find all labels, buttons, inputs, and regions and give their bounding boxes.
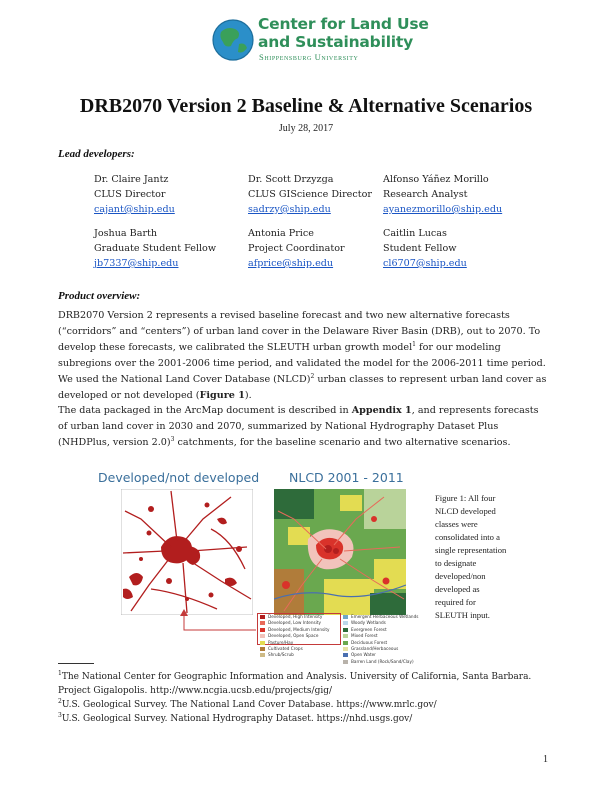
nlcd-map-image xyxy=(274,489,406,615)
legend-label: Developed, Low Intensity xyxy=(268,620,321,626)
legend-item xyxy=(343,633,378,638)
developer-card xyxy=(383,226,467,271)
map2-title: NLCD 2001 - 2011 xyxy=(289,470,404,485)
legend-label: Evergreen Forest xyxy=(351,626,387,632)
map-legend xyxy=(255,614,425,666)
logo-text-line2: and Sustainability xyxy=(258,33,414,51)
legend-label: Deciduous Forest xyxy=(351,639,388,645)
developer-email-link[interactable]: afprice@ship.edu xyxy=(248,258,334,269)
map1-title: Developed/not developed xyxy=(98,470,260,485)
overview-paragraph-2: The data packaged in the ArcMap document is described in Appendix 1, and represents forecasts of urban land cover in 2030 and 2070, summarized by National Hydrography Dataset Plus (NHDPlus, version 2.0)$^3$ catchments, for the baseline scenario and two alternative scenarios. xyxy=(58,405,539,448)
legend-label: Grassland/Herbaceous xyxy=(351,646,399,651)
legend-item xyxy=(343,620,386,625)
page-number: 1 xyxy=(543,754,548,765)
legend-item xyxy=(260,640,293,645)
lead-developers-heading: Lead developers: xyxy=(58,148,135,160)
developer-email-link[interactable]: cajant@ship.edu xyxy=(94,204,175,215)
legend-label: Developed, Open Space xyxy=(268,633,319,639)
document-date: July 28, 2017 xyxy=(278,123,334,134)
legend-item xyxy=(260,614,322,619)
legend-item xyxy=(260,627,329,632)
legend-swatch xyxy=(343,647,348,651)
footnote-continued: Project Gigalopolis. http://www.ncgia.ucsb.edu/projects/gig/ xyxy=(58,686,333,696)
legend-swatch xyxy=(343,621,348,625)
legend-label: Developed, High Intensity xyxy=(268,614,323,619)
legend-swatch xyxy=(260,615,265,619)
developer-role: Project Coordinator xyxy=(248,243,345,254)
developer-name: Dr. Claire Jantz xyxy=(94,174,169,185)
legend-swatch xyxy=(343,641,348,645)
developer-card xyxy=(248,226,345,271)
developer-role: Research Analyst xyxy=(383,189,468,200)
developer-email-link[interactable]: jb7337@ship.edu xyxy=(94,258,179,269)
legend-item xyxy=(343,659,414,664)
developer-card xyxy=(248,172,372,217)
overview-paragraph-1: DRB2070 Version 2 represents a revised baseline forecast and two new alternative forecasts (“corridors” and “centers”) of urban land cover in the Delaware River Basin (DRB), out to 2070. To develop these forecasts, we calibrated the SLEUTH urban growth model$^1$ for our modeling subregions over the 2001-2006 time period, and validated the model for the 2006-2011 time period. We used the National Land Cover Database (NLCD)$^2$ urban classes to represent urban land cover as developed or not developed (Figure 1). xyxy=(58,310,547,401)
developer-email-link[interactable]: ayanezmorillo@ship.edu xyxy=(383,204,503,215)
legend-label: Mixed Forest xyxy=(351,633,378,639)
legend-label: Emergent Herbaceous Wetlands xyxy=(351,614,419,619)
legend-swatch xyxy=(260,634,265,638)
legend-item xyxy=(260,646,303,651)
developer-role: CLUS Director xyxy=(94,189,166,200)
legend-swatch xyxy=(343,660,348,664)
developer-role: Graduate Student Fellow xyxy=(94,243,217,254)
developer-card xyxy=(94,226,216,271)
footnote: $^1$The National Center for Geographic Information and Analysis. University of California, Santa Barbara. xyxy=(58,670,532,682)
legend-item xyxy=(343,652,376,657)
developer-email-link[interactable]: sadrzy@ship.edu xyxy=(248,204,331,215)
legend-swatch xyxy=(260,621,265,625)
legend-swatch xyxy=(260,653,265,657)
legend-label: Pasture/Hay xyxy=(268,639,294,645)
legend-item xyxy=(343,646,398,651)
legend-label: Woody Wetlands xyxy=(351,620,386,626)
legend-item xyxy=(260,633,318,638)
legend-swatch xyxy=(260,647,265,651)
developer-name: Dr. Scott Drzyzga xyxy=(248,174,334,185)
product-overview-heading: Product overview: xyxy=(58,290,141,302)
legend-item xyxy=(260,652,294,657)
legend-label: Open Water xyxy=(351,652,376,658)
globe-logo-icon xyxy=(211,18,255,62)
legend-label: Cultivated Crops xyxy=(268,646,303,651)
developer-email-link[interactable]: cl6707@ship.edu xyxy=(383,258,467,269)
developer-role: CLUS GIScience Director xyxy=(248,189,372,200)
legend-connector-arrow-icon xyxy=(178,608,258,638)
legend-swatch xyxy=(343,634,348,638)
developer-card xyxy=(94,172,175,217)
developer-role: Student Fellow xyxy=(383,243,457,254)
legend-label: Shrub/Scrub xyxy=(268,652,294,658)
legend-swatch xyxy=(260,641,265,645)
legend-item xyxy=(260,620,321,625)
logo-text-university: Shippensburg University xyxy=(259,52,359,62)
legend-swatch xyxy=(343,653,348,657)
developer-name: Alfonso Yáñez Morillo xyxy=(383,174,489,185)
developer-name: Joshua Barth xyxy=(94,228,158,239)
legend-label: Developed, Medium Intensity xyxy=(268,626,330,632)
logo-text-line1: Center for Land Use xyxy=(258,15,429,33)
legend-swatch xyxy=(343,628,348,632)
legend-swatch xyxy=(260,628,265,632)
footnote: $^2$U.S. Geological Survey. The National Land Cover Database. https://www.mrlc.gov/ xyxy=(58,698,437,710)
footnote: $^3$U.S. Geological Survey. National Hydrography Dataset. https://nhd.usgs.gov/ xyxy=(58,712,413,724)
legend-item xyxy=(343,614,418,619)
developer-name: Caitlin Lucas xyxy=(383,228,447,239)
developed-map-image xyxy=(121,489,253,615)
legend-item xyxy=(343,627,387,632)
developer-name: Antonia Price xyxy=(248,228,314,239)
developer-card xyxy=(383,172,502,217)
legend-swatch xyxy=(343,615,348,619)
document-title: DRB2070 Version 2 Baseline & Alternative Scenarios xyxy=(79,95,533,117)
legend-item xyxy=(343,640,387,645)
figure-caption: Figure 1: All four NLCD developed classes were consolidated into a single representation to designate developed/non developed as required for SLEUTH input. xyxy=(435,493,507,620)
footnote-divider xyxy=(58,663,94,664)
legend-label: Barren Land (Rock/Sand/Clay) xyxy=(351,658,414,664)
